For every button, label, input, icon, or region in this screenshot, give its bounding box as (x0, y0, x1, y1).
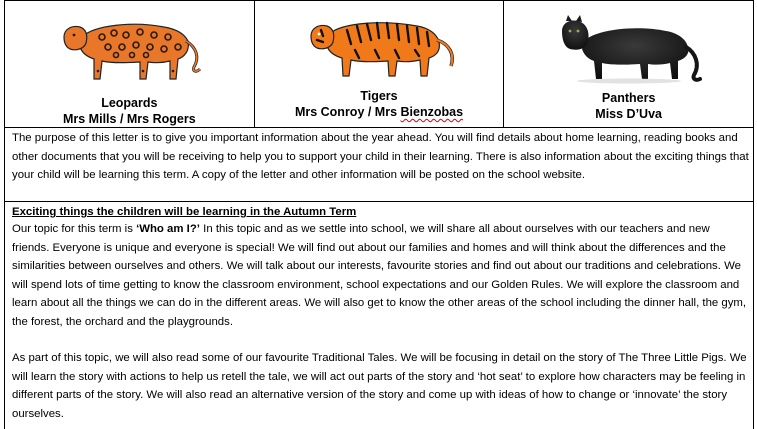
tiger-illustration (255, 7, 504, 87)
intro-paragraph: The purpose of this letter is to give you important information about the year ahead. You will find details about home learning, reading books and other documents that you will be receiving to help you to support your child in their learning. There is also information about the exciting things that your child will be learning this term. A copy of the letter and other information will be posted on the school website. (12, 132, 749, 182)
teachers-tigers (255, 104, 504, 120)
topic-title: ‘Who am I?’ (136, 223, 200, 235)
class-name-leopards: Leopards (101, 96, 158, 110)
class-name-tigers: Tigers (360, 89, 398, 103)
intro-box (4, 128, 754, 202)
topic-paragraph (12, 220, 749, 332)
teachers-tigers-prefix: Mrs Conroy / Mrs (294, 105, 401, 119)
class-cell-panthers (504, 1, 754, 128)
class-header-table (4, 0, 754, 128)
teachers-panthers: Miss D’Uva (595, 107, 662, 121)
black-panther-photo (504, 7, 753, 87)
section-heading: Exciting things the children will be learning in the Autumn Term (12, 206, 357, 218)
traditional-tales-paragraph: As part of this topic, we will also read some of our favourite Traditional Tales. We will be focusing in detail on the story of The Three Little Pigs. We will learn the story with actions to help us retell the tale, we will act out parts of the story and ‘hot seat’ to explore how characters may be feeling in different parts of the story. We will also read an alternative version of the story and come up with ideas of how to change or ‘innovate’ the story ourselves. (12, 352, 747, 420)
topic-paragraph-start: Our topic for this term is (12, 223, 137, 235)
teachers-leopards: Mrs Mills / Mrs Rogers (62, 112, 196, 126)
teachers-tigers-surname: Bienzobas (400, 105, 464, 119)
class-name-panthers: Panthers (601, 91, 656, 105)
leopard-illustration (5, 7, 254, 87)
topic-paragraph-rest: In this topic and as we settle into school, we will share all about ourselves with our teachers and new friends. Everyone is unique and everyone is special! We will find out about our families and homes and will think about the differences and the similarities between ourselves and others. We will talk about our interests, favourite stories and find out about our traditions and celebrations. We will spend lots of time getting to know the classroom environment, school expectations and our Golden Rules. We will explore the classroom and learn about all the things we can do in the different areas. We will also get to know the other areas of the school including the dinner hall, the gym, the forest, the orchard and the playgrounds. (12, 223, 747, 328)
class-cell-leopards (5, 1, 255, 128)
autumn-term-box (4, 201, 754, 429)
class-cell-tigers (254, 1, 504, 128)
